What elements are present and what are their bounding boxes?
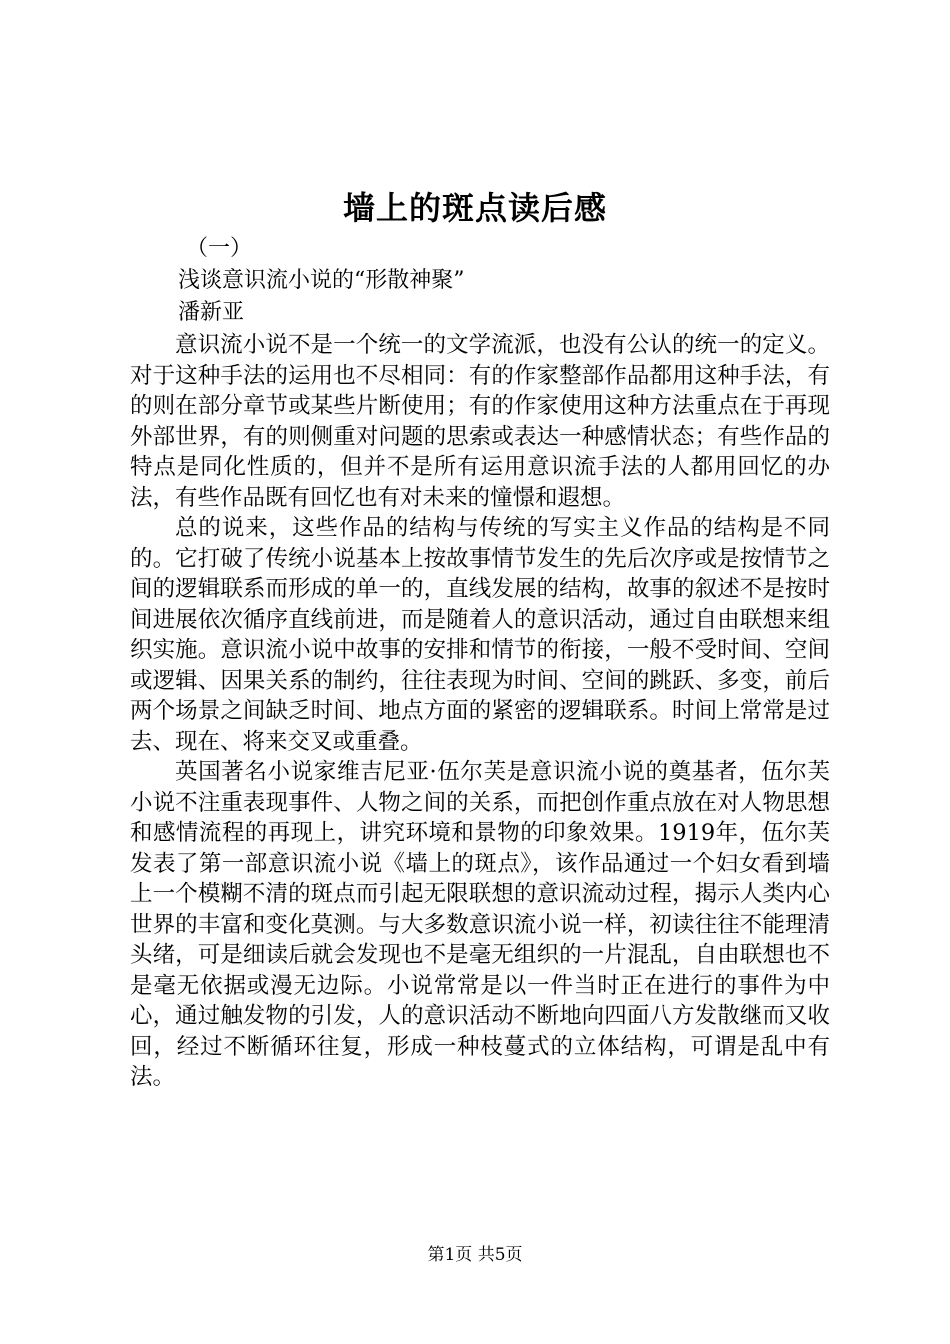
section-number: （一） [186, 236, 253, 261]
author-name: 潘新亚 [178, 300, 245, 325]
body-paragraph: 意识流小说不是一个统一的文学流派，也没有公认的统一的定义。对于这种手法的运用也不尽相同：有的作家整部作品都用这种手法，有的则在部分章节或某些片断使用；有的作家使用这种方法重点在于再现外部世界，有的则侧重对问题的思索或表达一种感情状态；有些作品的特点是同化性质的，但并不是所有运用意识流手法的人都用回忆的办法，有些作品既有回忆也有对未来的憧憬和遐想。 [130, 332, 830, 511]
body-paragraph: 英国著名小说家维吉尼亚·伍尔芙是意识流小说的奠基者，伍尔芙小说不注重表现事件、人物之间的关系，而把创作重点放在对人物思想和感情流程的再现上，讲究环境和景物的印象效果。1919年，伍尔芙发表了第一部意识流小说《墙上的斑点》，该作品通过一个妇女看到墙上一个模糊不清的斑点而引起无限联想的意识流动过程，揭示人类内心世界的丰富和变化莫测。与大多数意识流小说一样，初读往往不能理清头绪，可是细读后就会发现也不是毫无组织的一片混乱，自由联想也不是毫无依据或漫无边际。小说常常是以一件当时正在进行的事件为中心，通过触发物的引发，人的意识活动不断地向四面八方发散继而又收回，经过不断循环往复，形成一种枝蔓式的立体结构，可谓是乱中有法。 [130, 759, 830, 1090]
page-footer: 第1页 共5页 [427, 1245, 523, 1265]
article-subtitle: 浅谈意识流小说的“形散神聚” [178, 268, 465, 293]
article-body [130, 330, 830, 1093]
document-title: 墙上的斑点读后感 [342, 189, 607, 227]
body-paragraph: 总的说来，这些作品的结构与传统的写实主义作品的结构是不同的。它打破了传统小说基本上按故事情节发生的先后次序或是按情节之间的逻辑联系而形成的单一的，直线发展的结构，故事的叙述不是按时间进展依次循序直线前进，而是随着人的意识活动，通过自由联想来组织实施。意识流小说中故事的安排和情节的衔接，一般不受时间、空间或逻辑、因果关系的制约，往往表现为时间、空间的跳跃、多变，前后两个场景之间缺乏时间、地点方面的紧密的逻辑联系。时间上常常是过去、现在、将来交叉或重叠。 [130, 515, 830, 755]
